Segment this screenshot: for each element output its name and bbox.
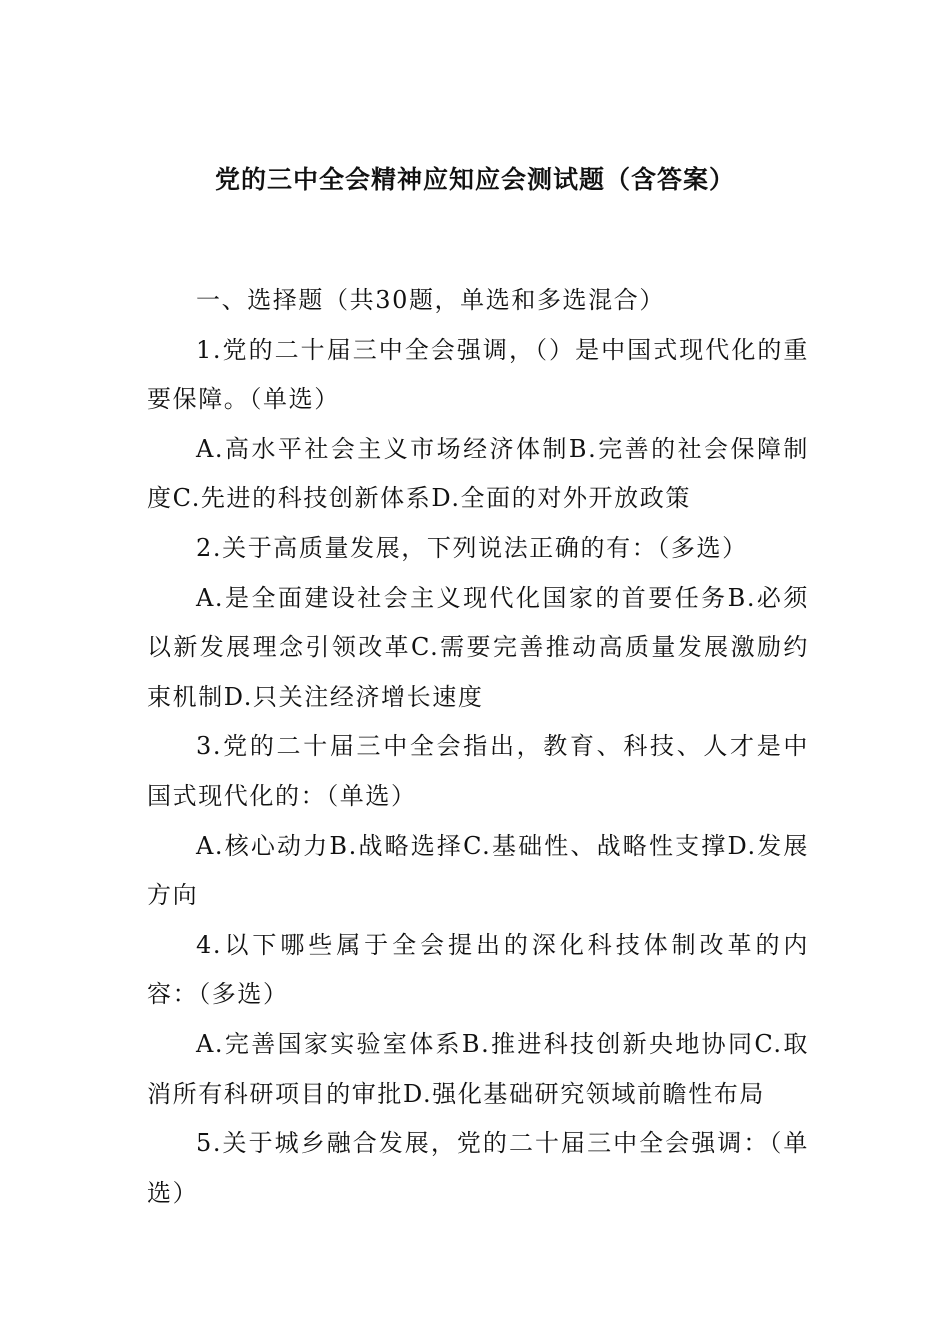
question-4-options: A.完善国家实验室体系B.推进科技创新央地协同C.取消所有科研项目的审批D.强化基础研究领域前瞻性布局 — [147, 1029, 809, 1108]
section-heading: 一、选择题（共30题，单选和多选混合） — [196, 286, 665, 314]
question-4: 4.以下哪些属于全会提出的深化科技体制改革的内容：（多选） — [147, 930, 809, 1009]
question-3: 3.党的二十届三中全会指出，教育、科技、人才是中国式现代化的：（单选） — [147, 732, 809, 810]
question-2: 2.关于高质量发展，下列说法正确的有：（多选） — [196, 533, 748, 562]
question-3-options: A.核心动力B.战略选择C.基础性、战略性支撑D.发展方向 — [147, 831, 809, 910]
question-5: 5.关于城乡融合发展，党的二十届三中全会强调：（单选） — [147, 1129, 809, 1207]
document-title: 党的三中全会精神应知应会测试题（含答案） — [214, 165, 735, 194]
question-1-options: A.高水平社会主义市场经济体制B.完善的社会保障制度C.先进的科技创新体系D.全面的对外开放政策 — [147, 434, 809, 513]
question-1: 1.党的二十届三中全会强调，（）是中国式现代化的重要保障。（单选） — [147, 335, 809, 414]
question-2-options: A.是全面建设社会主义现代化国家的首要任务B.必须以新发展理念引领改革C.需要完善推动高质量发展激励约束机制D.只关注经济增长速度 — [147, 583, 809, 711]
document-body — [147, 276, 809, 1218]
